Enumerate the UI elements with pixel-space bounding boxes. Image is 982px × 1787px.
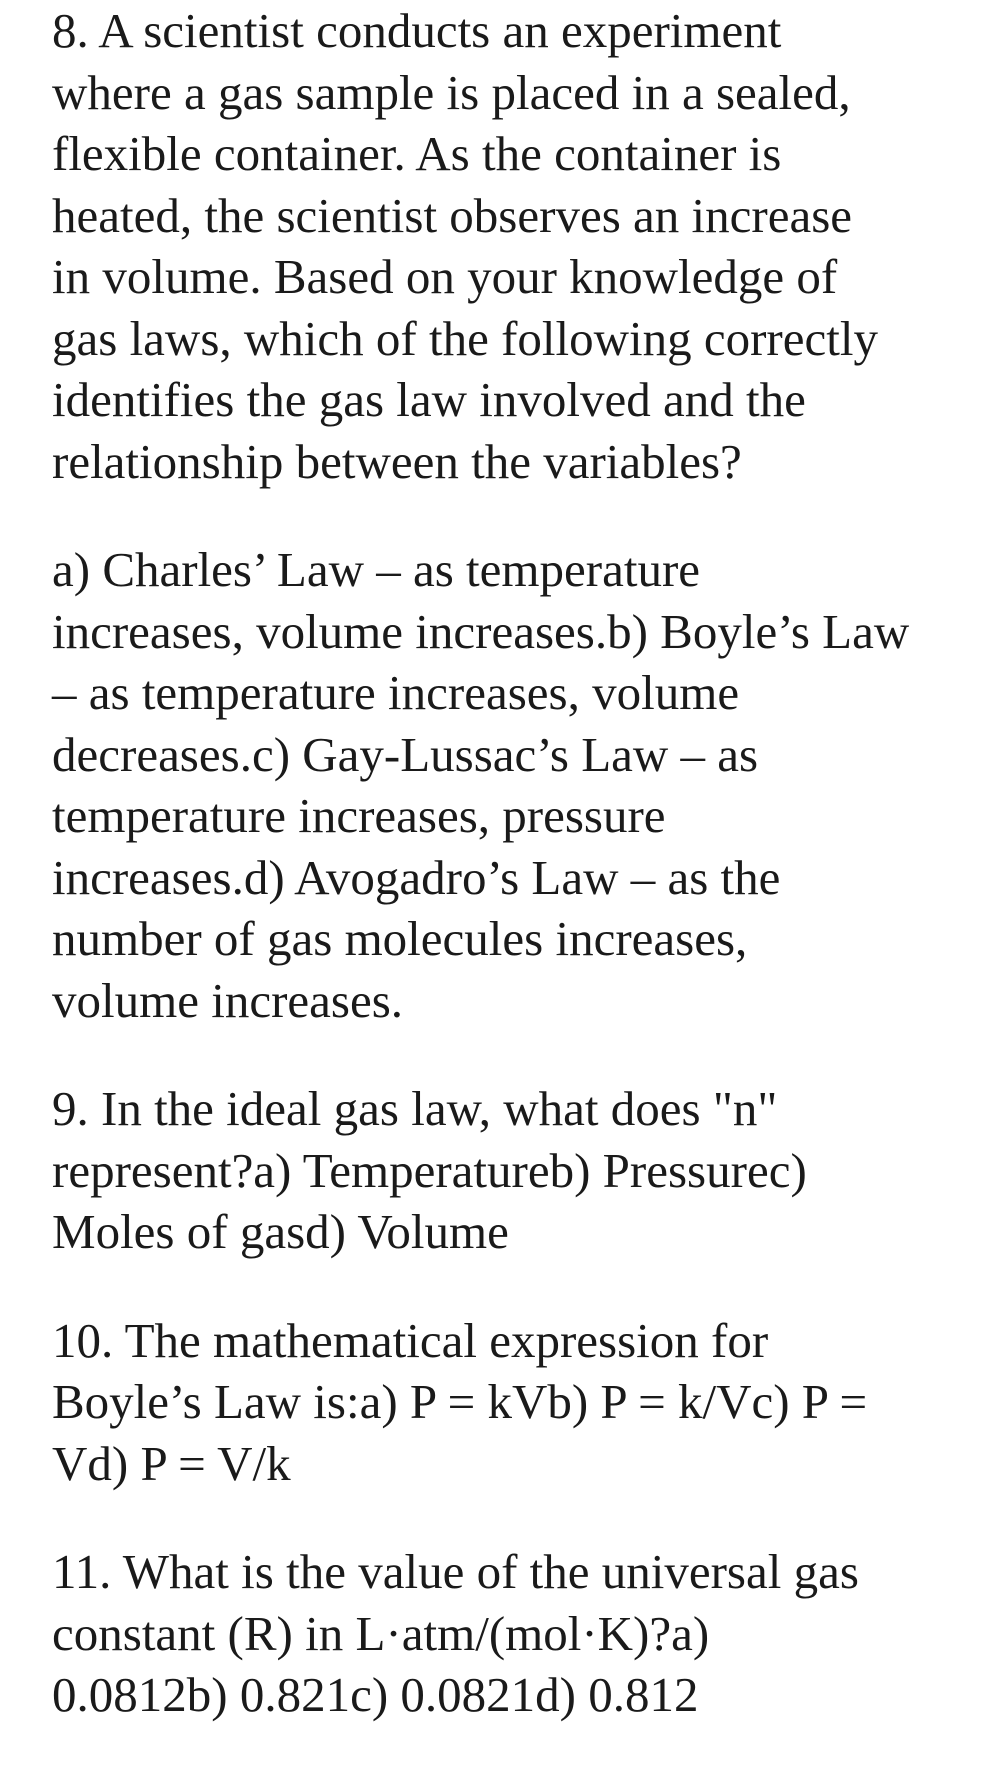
text-line: a) Charles’ Law – as temperature	[52, 542, 701, 597]
text-line: identifies the gas law involved and the	[52, 372, 806, 427]
text-line: volume increases.	[52, 972, 404, 1028]
text-line: 9. In the ideal gas law, what does "n"	[52, 1081, 778, 1136]
text-line: flexible container. As the container is	[52, 126, 782, 181]
text-line: relationship between the variables?	[52, 433, 742, 489]
text-line: number of gas molecules increases,	[52, 911, 748, 966]
paragraph-gap	[52, 492, 977, 539]
text-line: Vd) P = V/k	[52, 1435, 291, 1491]
document-page	[52, 0, 977, 1726]
text-line: 0.0812b) 0.821c) 0.0821d) 0.812	[52, 1667, 699, 1722]
text-line: 8. A scientist conducts an experiment	[52, 3, 782, 58]
paragraph-gap	[52, 1263, 977, 1310]
text-line: Moles of gasd) Volume	[52, 1204, 509, 1259]
text-line: represent?a) Temperatureb) Pressurec)	[52, 1142, 807, 1198]
text-line: constant (R) in L·atm/(mol·K)?a)	[52, 1605, 710, 1661]
text-line: increases, volume increases.b) Boyle’s Law	[52, 603, 910, 659]
question-11	[52, 1541, 977, 1726]
question-9	[52, 1078, 977, 1263]
text-line: in volume. Based on your knowledge of	[52, 249, 838, 304]
text-line: Boyle’s Law is:a) P = kVb) P = k/Vc) P =	[52, 1374, 868, 1429]
text-line: heated, the scientist observes an increase	[52, 187, 853, 243]
text-line: 10. The mathematical expression for	[52, 1312, 769, 1368]
paragraph-gap	[52, 1494, 977, 1541]
text-line: 11. What is the value of the universal gas	[52, 1544, 859, 1599]
text-line: gas laws, which of the following correctly	[52, 310, 878, 366]
text-line: where a gas sample is placed in a sealed,	[52, 64, 851, 120]
paragraph-gap	[52, 1031, 977, 1078]
text-line: – as temperature increases, volume	[52, 665, 740, 720]
text-line: decreases.c) Gay-Lussac’s Law – as	[52, 726, 759, 782]
text-line: temperature increases, pressure	[52, 788, 666, 843]
question-8-stem	[52, 0, 977, 492]
text-line: increases.d) Avogadro’s Law – as the	[52, 849, 781, 905]
question-10	[52, 1310, 977, 1495]
question-8-options	[52, 539, 977, 1031]
